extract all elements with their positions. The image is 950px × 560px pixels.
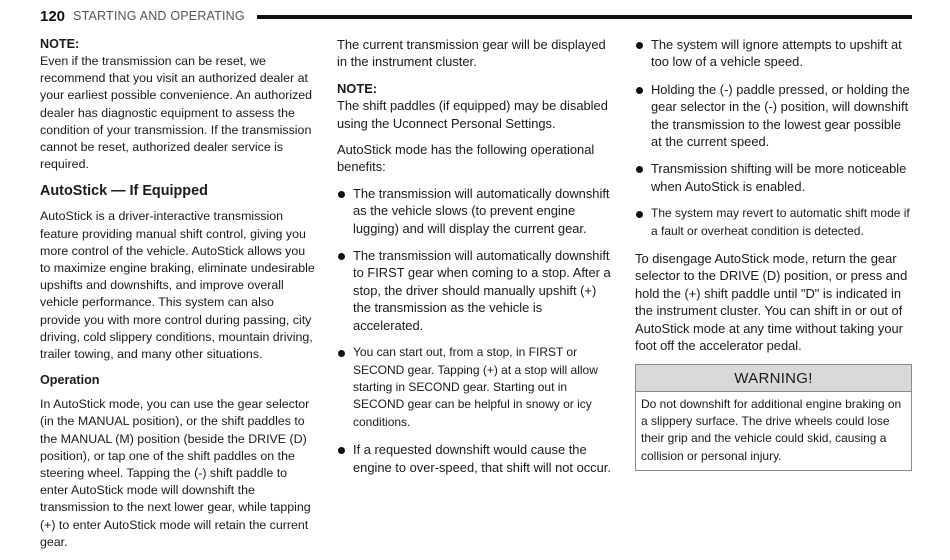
page-number: 120 [40,7,66,25]
note-label: NOTE: [337,80,378,96]
column-middle [337,36,615,486]
page-header [40,5,912,27]
features-intro: AutoStick mode has the following operational benefits: [337,142,595,175]
list-item: You can start out, from a stop, in FIRST or SECOND gear. Tapping (+) at a stop will allow starting in SECOND gear. Starting out in SECOND gear can be helpful in snowy or icy conditions. [337,344,615,431]
column-left [40,36,316,560]
benefits-list [337,185,615,476]
list-item: The transmission will automatically downshift as the vehicle slows (to prevent engine lugging) and will display the current gear. [337,185,615,237]
list-item: The transmission will automatically downshift to FIRST gear when coming to a stop. After a stop, the driver should manually upshift (+) the transmission as the vehicle is accelerated. [337,247,615,334]
column-right [635,36,912,471]
note-text: Even if the transmission can be reset, we recommend that you visit an authorized dealer at your earliest possible convenience. An authorized dealer has diagnostic equipment to assess the condition of your transmission. If the transmission cannot be reset, authorized dealer service is required. [40,54,313,172]
benefits-list-continued [635,36,912,240]
warning-text: Do not downshift for additional engine braking on a slippery surface. The drive wheels could lose their grip and the vehicle could skid, causing a collision or personal injury. [641,396,902,463]
warning-title: WARNING! [636,365,911,392]
note-label: NOTE: [40,37,80,51]
section-title: STARTING AND OPERATING [73,9,245,23]
list-item: The system will ignore attempts to upshift at too low of a vehicle speed. [635,36,912,71]
header-rule [257,15,912,19]
warning-box [635,364,912,472]
gear-display-text: The current transmission gear will be displayed in the instrument cluster. [337,37,606,70]
operation-heading: Operation [40,373,100,388]
operation-text: In AutoStick mode, you can use the gear selector (in the MANUAL position), or the shift paddles to the MANUAL (M) position (beside the DRIVE (D) position), or tap one of the shift paddles on the steering wheel. Tapping the (-) shift paddle to enter AutoStick mode will downshift the transmission to the next lower gear, while tapping (+) to enter AutoStick mode will retain the current gear. [40,397,311,549]
list-item: Holding the (-) paddle pressed, or holding the gear selector in the (-) position, will downshift the transmission to the lowest gear possible at the current speed. [635,81,912,151]
autostick-heading: AutoStick — If Equipped [40,183,208,200]
list-item: Transmission shifting will be more noticeable when AutoStick is enabled. [635,160,912,195]
note-text: The shift paddles (if equipped) may be disabled using the Uconnect Personal Settings. [337,98,608,131]
disengage-text: To disengage AutoStick mode, return the gear selector to the DRIVE (D) position, or press and hold the (+) shift paddle until "D" is indicated in the instrument cluster. You can shift in or out of AutoStick mode at any time without taking your foot off the accelerator pedal. [635,251,908,354]
autostick-intro: AutoStick is a driver-interactive transmission feature providing manual shift control, giving you more control of the vehicle. AutoStick allows you to maximize engine braking, eliminate undesirable upshifts and downshifts, and improve overall vehicle performance. This system can also provide you with more control during passing, city driving, cold slippery conditions, mountain driving, trailer towing, and many other situations. [40,209,315,362]
list-item: If a requested downshift would cause the engine to over-speed, that shift will not occur. [337,441,615,476]
list-item: The system may revert to automatic shift mode if a fault or overheat condition is detected. [635,205,912,240]
